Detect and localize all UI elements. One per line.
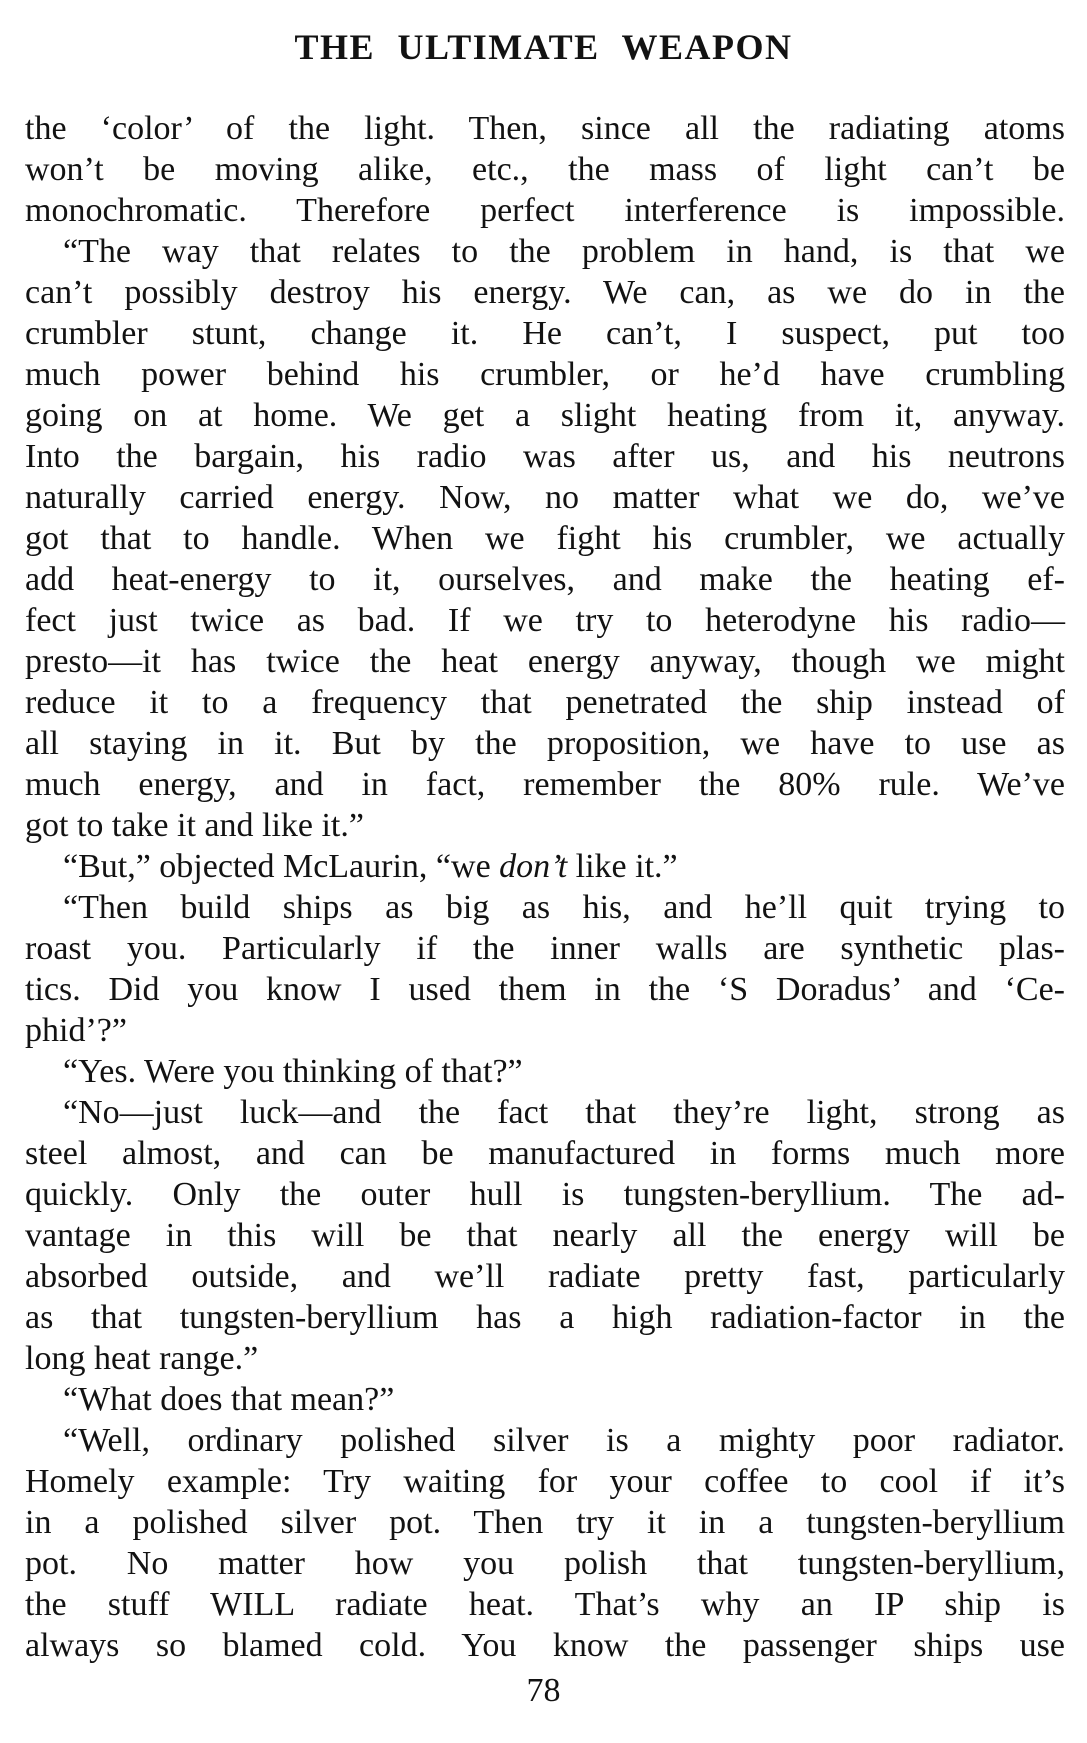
text-line: tics. Did you know I used them in the ‘S Doradus’ and ‘Ce- (25, 971, 1065, 1008)
text-line: “Then build ships as big as his, and he’ll quit trying to (63, 889, 1065, 926)
text-line: “The way that relates to the problem in hand, is that we (63, 233, 1065, 270)
text-line: pot. No matter how you polish that tungsten-beryllium, (25, 1545, 1065, 1582)
text-line: phid’?” (25, 1012, 127, 1049)
text-line: long heat range.” (25, 1340, 259, 1377)
text-line: quickly. Only the outer hull is tungsten-beryllium. The ad- (25, 1176, 1065, 1213)
text-line: add heat-energy to it, ourselves, and make the heating ef- (25, 561, 1065, 598)
text-line: can’t possibly destroy his energy. We can, as we do in the (25, 274, 1065, 311)
text-line: steel almost, and can be manufactured in forms much more (25, 1135, 1065, 1172)
text-line: Homely example: Try waiting for your coffee to cool if it’s (25, 1463, 1065, 1500)
text-line: “What does that mean?” (63, 1381, 395, 1418)
text-line: going on at home. We get a slight heating from it, anyway. (25, 397, 1065, 434)
text-line: fect just twice as bad. If we try to heterodyne his radio— (25, 602, 1065, 639)
text-line: “But,” objected McLaurin, “we don’t like it.” (63, 848, 678, 885)
text-line: presto—it has twice the heat energy anyway, though we might (25, 643, 1065, 680)
text-line: as that tungsten-beryllium has a high radiation-factor in the (25, 1299, 1065, 1336)
running-head: THE ULTIMATE WEAPON (294, 27, 793, 67)
page-body (25, 108, 1065, 1666)
text-line: Into the bargain, his radio was after us, and his neutrons (25, 438, 1065, 475)
text-line: crumbler stunt, change it. He can’t, I suspect, put too (25, 315, 1065, 352)
text-line: won’t be moving alike, etc., the mass of light can’t be (25, 151, 1065, 188)
text-line: roast you. Particularly if the inner walls are synthetic plas- (25, 930, 1065, 967)
text-line: “No—just luck—and the fact that they’re light, strong as (63, 1094, 1065, 1131)
text-line: the ‘color’ of the light. Then, since all the radiating atoms (25, 110, 1065, 147)
text-line: in a polished silver pot. Then try it in a tungsten-beryllium (25, 1504, 1065, 1541)
text-line: the stuff WILL radiate heat. That’s why an IP ship is (25, 1586, 1065, 1623)
text-line: got to take it and like it.” (25, 807, 364, 844)
text-line: much energy, and in fact, remember the 80% rule. We’ve (25, 766, 1065, 803)
text-line: got that to handle. When we fight his crumbler, we actually (25, 520, 1065, 557)
text-line: reduce it to a frequency that penetrated the ship instead of (25, 684, 1065, 721)
page-number: 78 (526, 1672, 561, 1709)
text-line: “Well, ordinary polished silver is a mighty poor radiator. (63, 1422, 1065, 1459)
text-line: monochromatic. Therefore perfect interference is impossible. (25, 192, 1065, 229)
text-line: all staying in it. But by the proposition, we have to use as (25, 725, 1065, 762)
text-line: “Yes. Were you thinking of that?” (63, 1053, 523, 1090)
text-line: always so blamed cold. You know the passenger ships use (25, 1627, 1065, 1664)
text-line: naturally carried energy. Now, no matter what we do, we’ve (25, 479, 1065, 516)
text-line: vantage in this will be that nearly all the energy will be (25, 1217, 1065, 1254)
text-line: absorbed outside, and we’ll radiate pretty fast, particularly (25, 1258, 1065, 1295)
text-line: much power behind his crumbler, or he’d have crumbling (25, 356, 1065, 393)
